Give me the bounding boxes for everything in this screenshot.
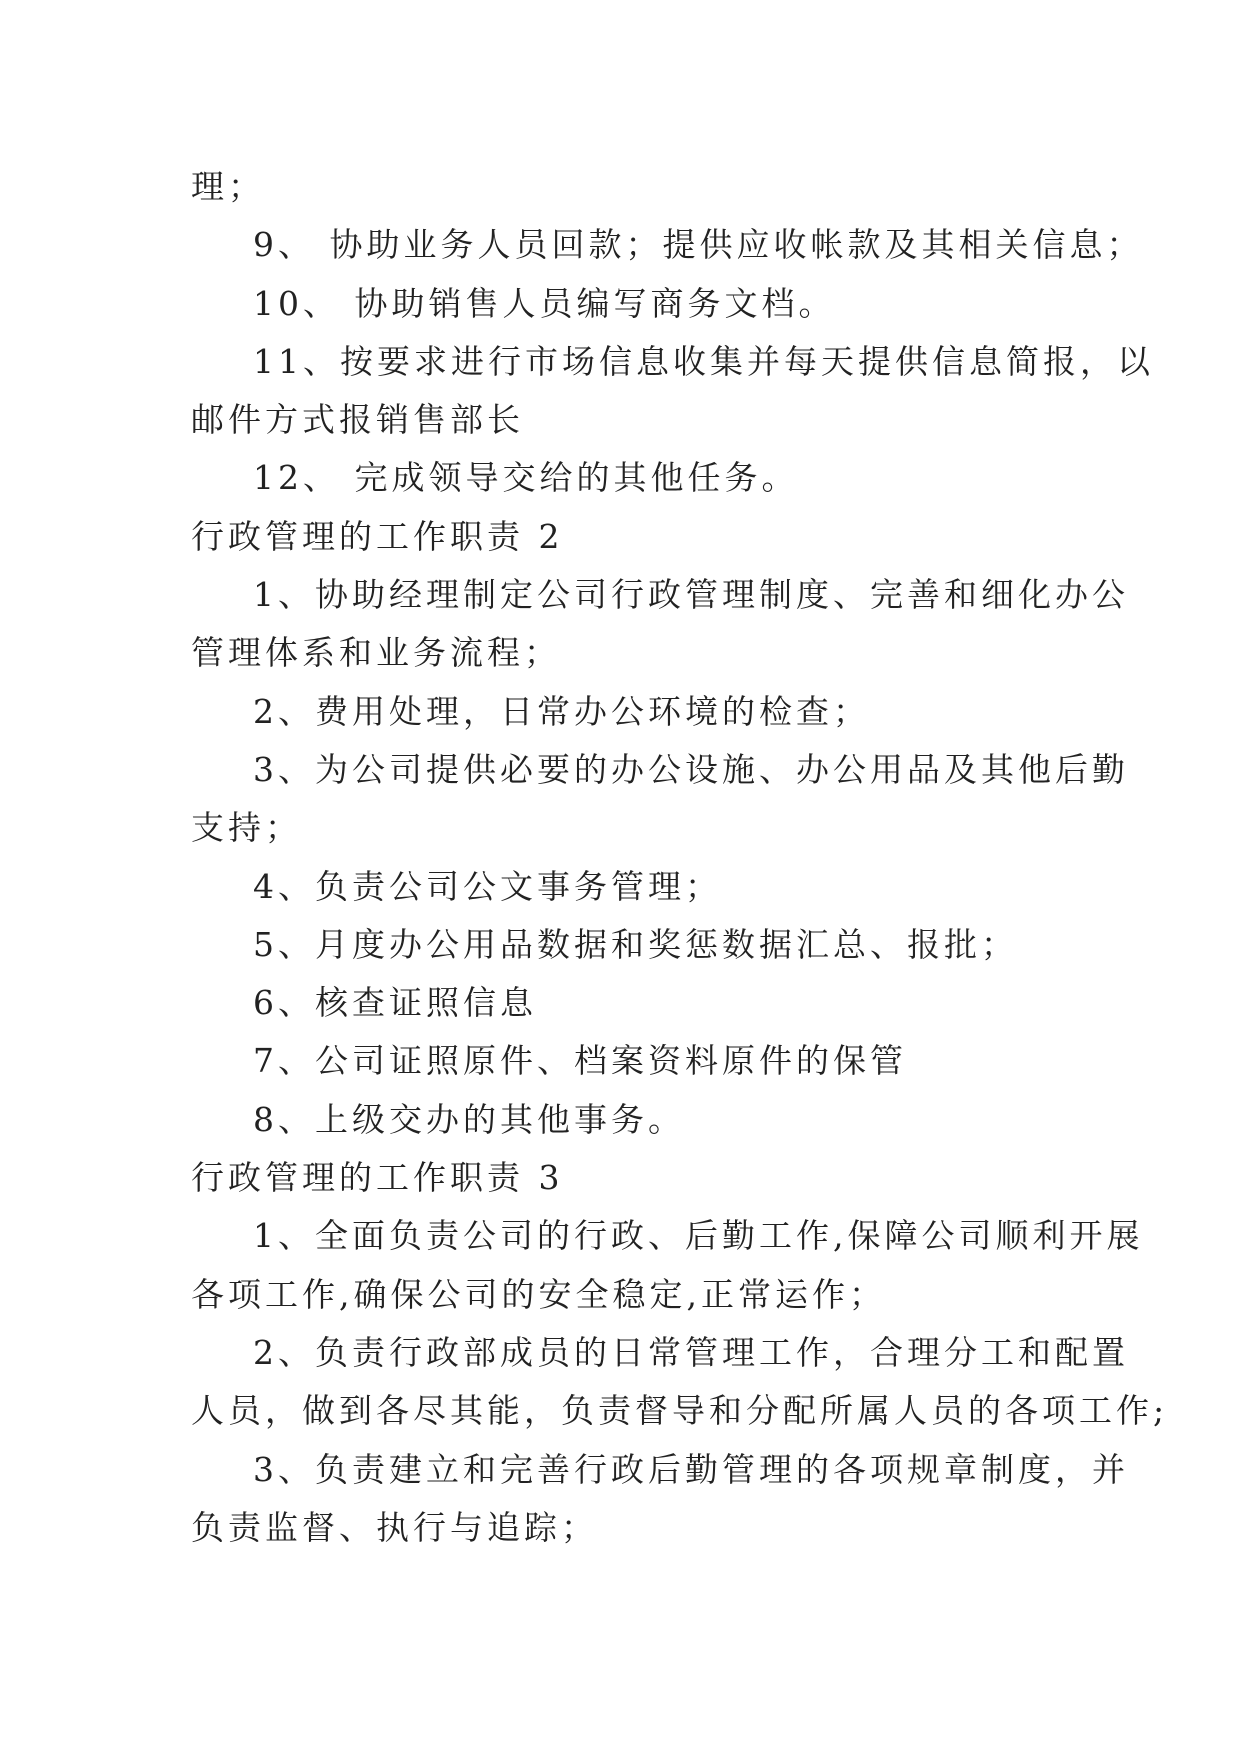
text-line: 邮件方式报销售部长 [191,400,524,440]
list-item: 2、负责行政部成员的日常管理工作，合理分工和配置 [253,1332,1129,1372]
list-item: 11、按要求进行市场信息收集并每天提供信息简报，以 [253,341,1154,381]
list-item: 7、公司证照原件、档案资料原件的保管 [253,1041,907,1081]
list-item: 6、核查证照信息 [253,983,537,1023]
list-item: 12、 完成领导交给的其他任务。 [253,458,799,498]
list-item: 1、全面负责公司的行政、后勤工作,保障公司顺利开展 [253,1216,1144,1256]
list-item: 3、负责建立和完善行政后勤管理的各项规章制度，并 [253,1449,1129,1489]
text-line: 理； [191,167,265,206]
text-line: 支持； [191,808,302,848]
list-item: 10、 协助销售人员编写商务文档。 [253,283,836,323]
text-line: 人员，做到各尽其能，负责督导和分配所属人员的各项工作; [191,1391,1169,1431]
text-line: 管理体系和业务流程； [191,633,561,673]
list-item: 5、月度办公用品数据和奖惩数据汇总、报批； [253,924,1018,964]
section-heading: 行政管理的工作职责 3 [191,1158,564,1198]
section-heading: 行政管理的工作职责 2 [191,516,564,556]
document-body [191,158,1169,1557]
text-line: 负责监督、执行与追踪； [191,1507,598,1547]
list-item: 1、协助经理制定公司行政管理制度、完善和细化办公 [253,575,1129,615]
list-item: 3、为公司提供必要的办公设施、办公用品及其他后勤 [253,749,1129,789]
list-item: 4、负责公司公文事务管理； [253,866,722,906]
list-item: 9、 协助业务人员回款；提供应收帐款及其相关信息； [253,225,1144,265]
list-item: 8、上级交办的其他事务。 [253,1099,685,1139]
list-item: 2、费用处理，日常办公环境的检查； [253,691,870,731]
text-line: 各项工作,确保公司的安全稳定,正常运作； [191,1274,886,1314]
